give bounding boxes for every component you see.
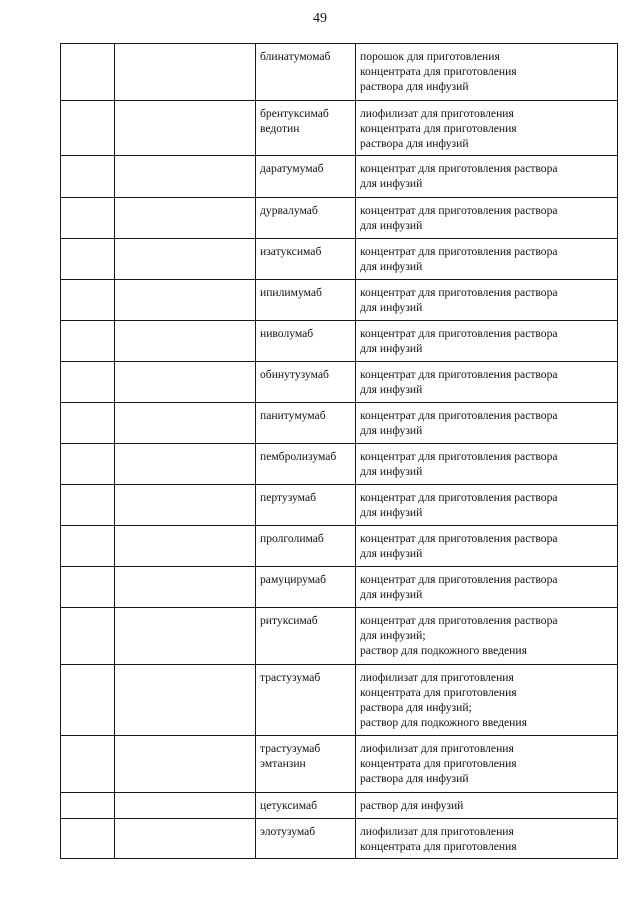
drug-name-cell: пертузумаб — [256, 485, 356, 526]
drug-name-cell: элотузумаб — [256, 819, 356, 859]
drug-name-cell: пембролизумаб — [256, 444, 356, 485]
dosage-form-cell: концентрат для приготовления раствора для инфузий; раствор для подкожного введения — [356, 608, 618, 665]
table-row — [61, 239, 618, 280]
group-cell — [115, 665, 256, 736]
dosage-form-cell: раствор для инфузий — [356, 793, 618, 819]
table-row — [61, 44, 618, 101]
dosage-form-cell: концентрат для приготовления раствора для инфузий — [356, 526, 618, 567]
dosage-form-cell: порошок для приготовления концентрата для приготовления раствора для инфузий — [356, 44, 618, 101]
dosage-form-cell: концентрат для приготовления раствора для инфузий — [356, 156, 618, 198]
table-row — [61, 198, 618, 239]
table-row — [61, 526, 618, 567]
group-cell — [115, 239, 256, 280]
code-cell — [61, 156, 115, 198]
dosage-form-cell: концентрат для приготовления раствора для инфузий — [356, 321, 618, 362]
drug-name-cell: дурвалумаб — [256, 198, 356, 239]
group-cell — [115, 101, 256, 156]
code-cell — [61, 101, 115, 156]
code-cell — [61, 736, 115, 793]
drug-table — [60, 43, 618, 859]
table-row — [61, 567, 618, 608]
table-row — [61, 280, 618, 321]
drug-name-cell: панитумумаб — [256, 403, 356, 444]
drug-name-cell: цетуксимаб — [256, 793, 356, 819]
group-cell — [115, 156, 256, 198]
code-cell — [61, 198, 115, 239]
dosage-form-cell: лиофилизат для приготовления концентрата для приготовления раствора для инфузий; раствор для подкожного введения — [356, 665, 618, 736]
dosage-form-cell: концентрат для приготовления раствора для инфузий — [356, 403, 618, 444]
drug-name-cell: рамуцирумаб — [256, 567, 356, 608]
dosage-form-cell: концентрат для приготовления раствора для инфузий — [356, 485, 618, 526]
code-cell — [61, 608, 115, 665]
code-cell — [61, 321, 115, 362]
group-cell — [115, 444, 256, 485]
code-cell — [61, 444, 115, 485]
code-cell — [61, 819, 115, 859]
code-cell — [61, 362, 115, 403]
group-cell — [115, 819, 256, 859]
dosage-form-cell: концентрат для приготовления раствора для инфузий — [356, 239, 618, 280]
drug-name-cell: блинатумомаб — [256, 44, 356, 101]
group-cell — [115, 362, 256, 403]
dosage-form-cell: концентрат для приготовления раствора для инфузий — [356, 198, 618, 239]
drug-name-cell: пролголимаб — [256, 526, 356, 567]
drug-name-cell: ритуксимаб — [256, 608, 356, 665]
table-body — [61, 44, 618, 859]
code-cell — [61, 526, 115, 567]
drug-name-cell: трастузумаб эмтанзин — [256, 736, 356, 793]
table-row — [61, 156, 618, 198]
table-row — [61, 736, 618, 793]
code-cell — [61, 44, 115, 101]
table-row — [61, 362, 618, 403]
dosage-form-cell: лиофилизат для приготовления концентрата для приготовления — [356, 819, 618, 859]
group-cell — [115, 485, 256, 526]
dosage-form-cell: концентрат для приготовления раствора для инфузий — [356, 444, 618, 485]
code-cell — [61, 793, 115, 819]
table-row — [61, 665, 618, 736]
dosage-form-cell: лиофилизат для приготовления концентрата для приготовления раствора для инфузий — [356, 101, 618, 156]
drug-name-cell: брентуксимаб ведотин — [256, 101, 356, 156]
page-number: 49 — [313, 11, 327, 26]
group-cell — [115, 736, 256, 793]
table-row — [61, 444, 618, 485]
group-cell — [115, 198, 256, 239]
group-cell — [115, 608, 256, 665]
drug-name-cell: ниволумаб — [256, 321, 356, 362]
group-cell — [115, 280, 256, 321]
code-cell — [61, 239, 115, 280]
dosage-form-cell: концентрат для приготовления раствора для инфузий — [356, 567, 618, 608]
group-cell — [115, 567, 256, 608]
code-cell — [61, 665, 115, 736]
drug-name-cell: даратумумаб — [256, 156, 356, 198]
code-cell — [61, 280, 115, 321]
table-row — [61, 819, 618, 859]
table-row — [61, 403, 618, 444]
group-cell — [115, 526, 256, 567]
dosage-form-cell: лиофилизат для приготовления концентрата для приготовления раствора для инфузий — [356, 736, 618, 793]
group-cell — [115, 321, 256, 362]
group-cell — [115, 793, 256, 819]
table-row — [61, 793, 618, 819]
code-cell — [61, 403, 115, 444]
dosage-form-cell: концентрат для приготовления раствора для инфузий — [356, 362, 618, 403]
table-row — [61, 101, 618, 156]
drug-name-cell: изатуксимаб — [256, 239, 356, 280]
group-cell — [115, 44, 256, 101]
drug-name-cell: ипилимумаб — [256, 280, 356, 321]
drug-name-cell: обинутузумаб — [256, 362, 356, 403]
code-cell — [61, 567, 115, 608]
table-row — [61, 485, 618, 526]
table-row — [61, 608, 618, 665]
table-row — [61, 321, 618, 362]
drug-name-cell: трастузумаб — [256, 665, 356, 736]
dosage-form-cell: концентрат для приготовления раствора для инфузий — [356, 280, 618, 321]
group-cell — [115, 403, 256, 444]
code-cell — [61, 485, 115, 526]
